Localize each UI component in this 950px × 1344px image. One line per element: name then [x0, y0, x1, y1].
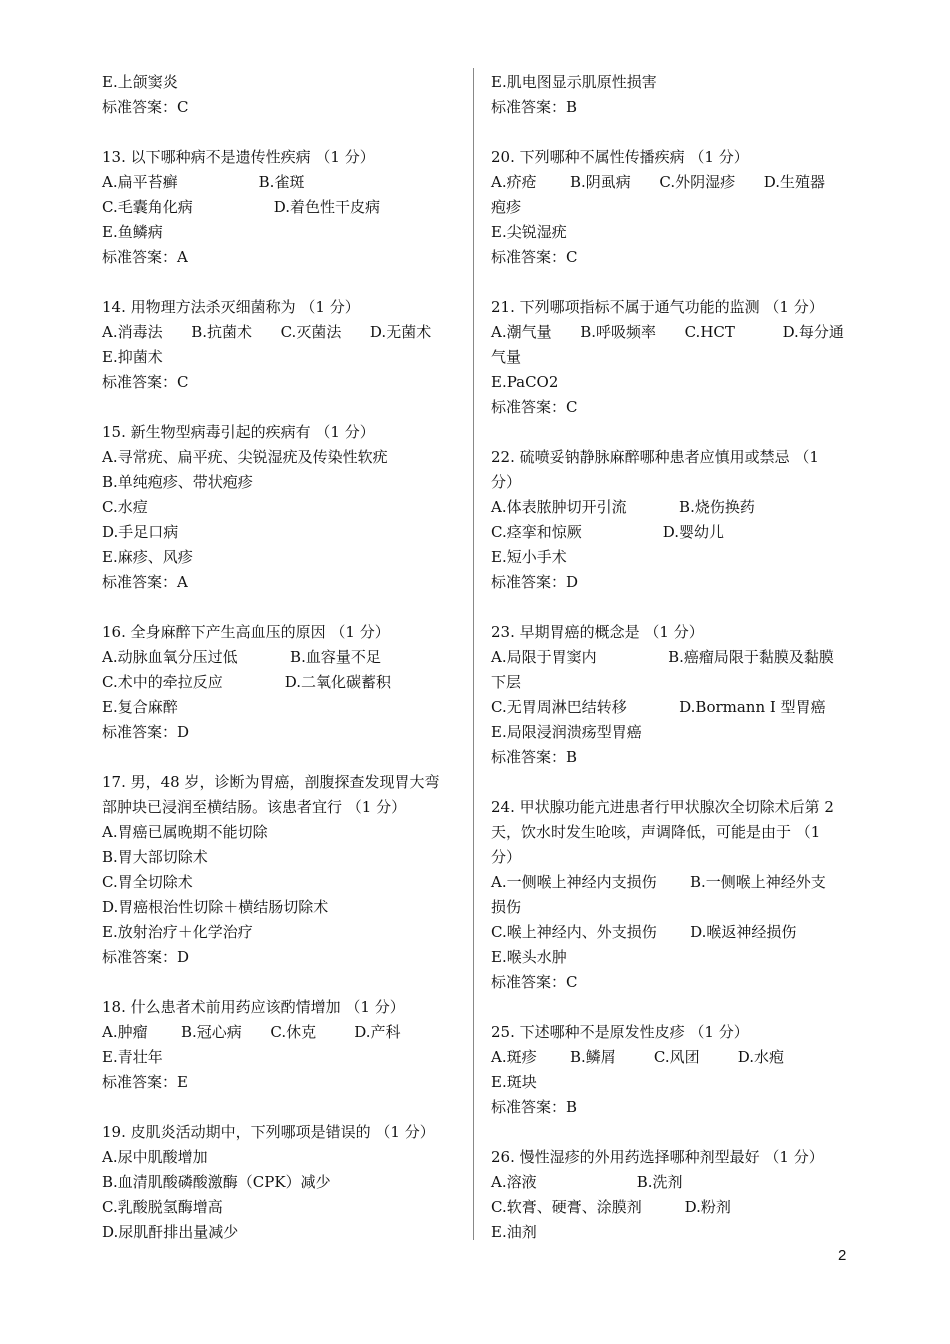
text-line: A.斑疹 B.鳞屑 C.风团 D.水疱: [491, 1048, 785, 1066]
text-line: 18. 什么患者术前用药应该酌情增加 （1 分）: [102, 998, 405, 1016]
text-line: 25. 下述哪种不是原发性皮疹 （1 分）: [491, 1023, 749, 1041]
text-line: A.尿中肌酸增加: [102, 1148, 208, 1166]
text-line: E.油剂: [491, 1223, 537, 1241]
spacer: [102, 970, 457, 995]
text-line: D.尿肌酐排出量减少: [102, 1223, 239, 1241]
text-line: C.术中的牵拉反应 D.二氧化碳蓄积: [102, 673, 391, 691]
text-line: A.潮气量 B.呼吸频率 C.HCT D.每分通: [491, 323, 844, 341]
text-line: D.胃癌根治性切除＋横结肠切除术: [102, 898, 329, 916]
text-line: 标准答案：C: [491, 973, 578, 991]
text-line: 下层: [491, 673, 522, 691]
right-column: [491, 70, 846, 1245]
text-line: B.单纯疱疹、带状疱疹: [102, 473, 253, 491]
text-line: 标准答案：C: [491, 398, 578, 416]
spacer: [102, 595, 457, 620]
spacer: [102, 270, 457, 295]
text-line: 气量: [491, 348, 522, 366]
text-line: E.抑菌术: [102, 348, 163, 366]
text-line: A.肿瘤 B.冠心病 C.休克 D.产科: [102, 1023, 401, 1041]
text-line: E.青壮年: [102, 1048, 163, 1066]
page-number: 2: [838, 1247, 847, 1264]
text-line: C.毛囊角化病 D.着色性干皮病: [102, 198, 381, 216]
spacer: [491, 120, 846, 145]
spacer: [491, 270, 846, 295]
text-line: 23. 早期胃癌的概念是 （1 分）: [491, 623, 704, 641]
text-line: 21. 下列哪项指标不属于通气功能的监测 （1 分）: [491, 298, 824, 316]
text-line: 标准答案：D: [102, 723, 190, 741]
text-line: 标准答案：B: [491, 748, 578, 766]
text-line: 标准答案：E: [102, 1073, 188, 1091]
text-line: 部肿块已浸润至横结肠。该患者宜行 （1 分）: [102, 798, 407, 816]
text-line: E.喉头水肿: [491, 948, 567, 966]
text-line: 20. 下列哪种不属性传播疾病 （1 分）: [491, 148, 749, 166]
text-line: 13. 以下哪种病不是遗传性疾病 （1 分）: [102, 148, 375, 166]
text-line: E.复合麻醉: [102, 698, 178, 716]
text-line: 标准答案：A: [102, 248, 188, 266]
text-line: C.胃全切除术: [102, 873, 193, 891]
text-line: 分）: [491, 473, 522, 491]
text-line: 标准答案：B: [491, 1098, 578, 1116]
text-line: A.局限于胃窦内 B.癌瘤局限于黏膜及黏膜: [491, 648, 834, 666]
text-line: C.痉挛和惊厥 D.婴幼儿: [491, 523, 725, 541]
text-line: 标准答案：D: [102, 948, 190, 966]
text-line: 标准答案：A: [102, 573, 188, 591]
text-line: 天，饮水时发生呛咳，声调降低，可能是由于 （1: [491, 823, 821, 841]
text-line: 15. 新生物型病毒引起的疾病有 （1 分）: [102, 423, 375, 441]
text-line: 标准答案：C: [102, 373, 189, 391]
spacer: [102, 1095, 457, 1120]
text-line: B.胃大部切除术: [102, 848, 208, 866]
text-line: E.PaCO2: [491, 373, 559, 391]
text-line: 分）: [491, 848, 522, 866]
text-line: E.尖锐湿疣: [491, 223, 567, 241]
spacer: [491, 595, 846, 620]
text-line: E.上颌窦炎: [102, 73, 178, 91]
text-line: 26. 慢性湿疹的外用药选择哪种剂型最好 （1 分）: [491, 1148, 824, 1166]
text-line: 标准答案：D: [491, 573, 579, 591]
text-line: 标准答案：C: [491, 248, 578, 266]
text-line: 22. 硫喷妥钠静脉麻醉哪种患者应慎用或禁忌 （1: [491, 448, 819, 466]
text-line: 损伤: [491, 898, 522, 916]
text-line: 16. 全身麻醉下产生高血压的原因 （1 分）: [102, 623, 390, 641]
text-line: E.鱼鳞病: [102, 223, 163, 241]
text-line: E.麻疹、风疹: [102, 548, 193, 566]
text-line: E.局限浸润溃疡型胃癌: [491, 723, 642, 741]
spacer: [491, 420, 846, 445]
text-line: A.动脉血氧分压过低 B.血容量不足: [102, 648, 381, 666]
text-line: B.血清肌酸磷酸激酶（CPK）减少: [102, 1173, 331, 1191]
spacer: [491, 1120, 846, 1145]
spacer: [491, 770, 846, 795]
text-line: A.扁平苔癣 B.雀斑: [102, 173, 305, 191]
text-line: D.手足口病: [102, 523, 179, 541]
text-line: E.斑块: [491, 1073, 537, 1091]
column-divider: [473, 68, 474, 1240]
text-line: 14. 用物理方法杀灭细菌称为 （1 分）: [102, 298, 360, 316]
text-line: E.短小手术: [491, 548, 567, 566]
text-line: C.喉上神经内、外支损伤 D.喉返神经损伤: [491, 923, 797, 941]
text-line: 24. 甲状腺功能亢进患者行甲状腺次全切除术后第 2: [491, 798, 834, 816]
text-line: A.胃癌已属晚期不能切除: [102, 823, 268, 841]
text-line: 标准答案：C: [102, 98, 189, 116]
text-line: A.溶液 B.洗剂: [491, 1173, 683, 1191]
text-line: C.无胃周淋巴结转移 D.Bormann I 型胃癌: [491, 698, 826, 716]
text-line: A.体表脓肿切开引流 B.烧伤换药: [491, 498, 755, 516]
text-line: A.寻常疣、扁平疣、尖锐湿疣及传染性软疣: [102, 448, 388, 466]
left-column: [102, 70, 457, 1245]
text-line: C.乳酸脱氢酶增高: [102, 1198, 223, 1216]
text-line: E.放射治疗＋化学治疗: [102, 923, 253, 941]
spacer: [102, 120, 457, 145]
text-line: 19. 皮肌炎活动期中，下列哪项是错误的 （1 分）: [102, 1123, 435, 1141]
text-line: A.疥疮 B.阴虱病 C.外阴湿疹 D.生殖器: [491, 173, 825, 191]
text-line: A.一侧喉上神经内支损伤 B.一侧喉上神经外支: [491, 873, 826, 891]
text-line: 17. 男，48 岁，诊断为胃癌，剖腹探查发现胃大弯: [102, 773, 440, 791]
spacer: [102, 395, 457, 420]
text-line: 疱疹: [491, 198, 522, 216]
text-line: C.水痘: [102, 498, 148, 516]
text-line: E.肌电图显示肌原性损害: [491, 73, 657, 91]
text-line: C.软膏、硬膏、涂膜剂 D.粉剂: [491, 1198, 731, 1216]
text-line: A.消毒法 B.抗菌术 C.灭菌法 D.无菌术: [102, 323, 432, 341]
spacer: [491, 995, 846, 1020]
text-line: 标准答案：B: [491, 98, 578, 116]
spacer: [102, 745, 457, 770]
